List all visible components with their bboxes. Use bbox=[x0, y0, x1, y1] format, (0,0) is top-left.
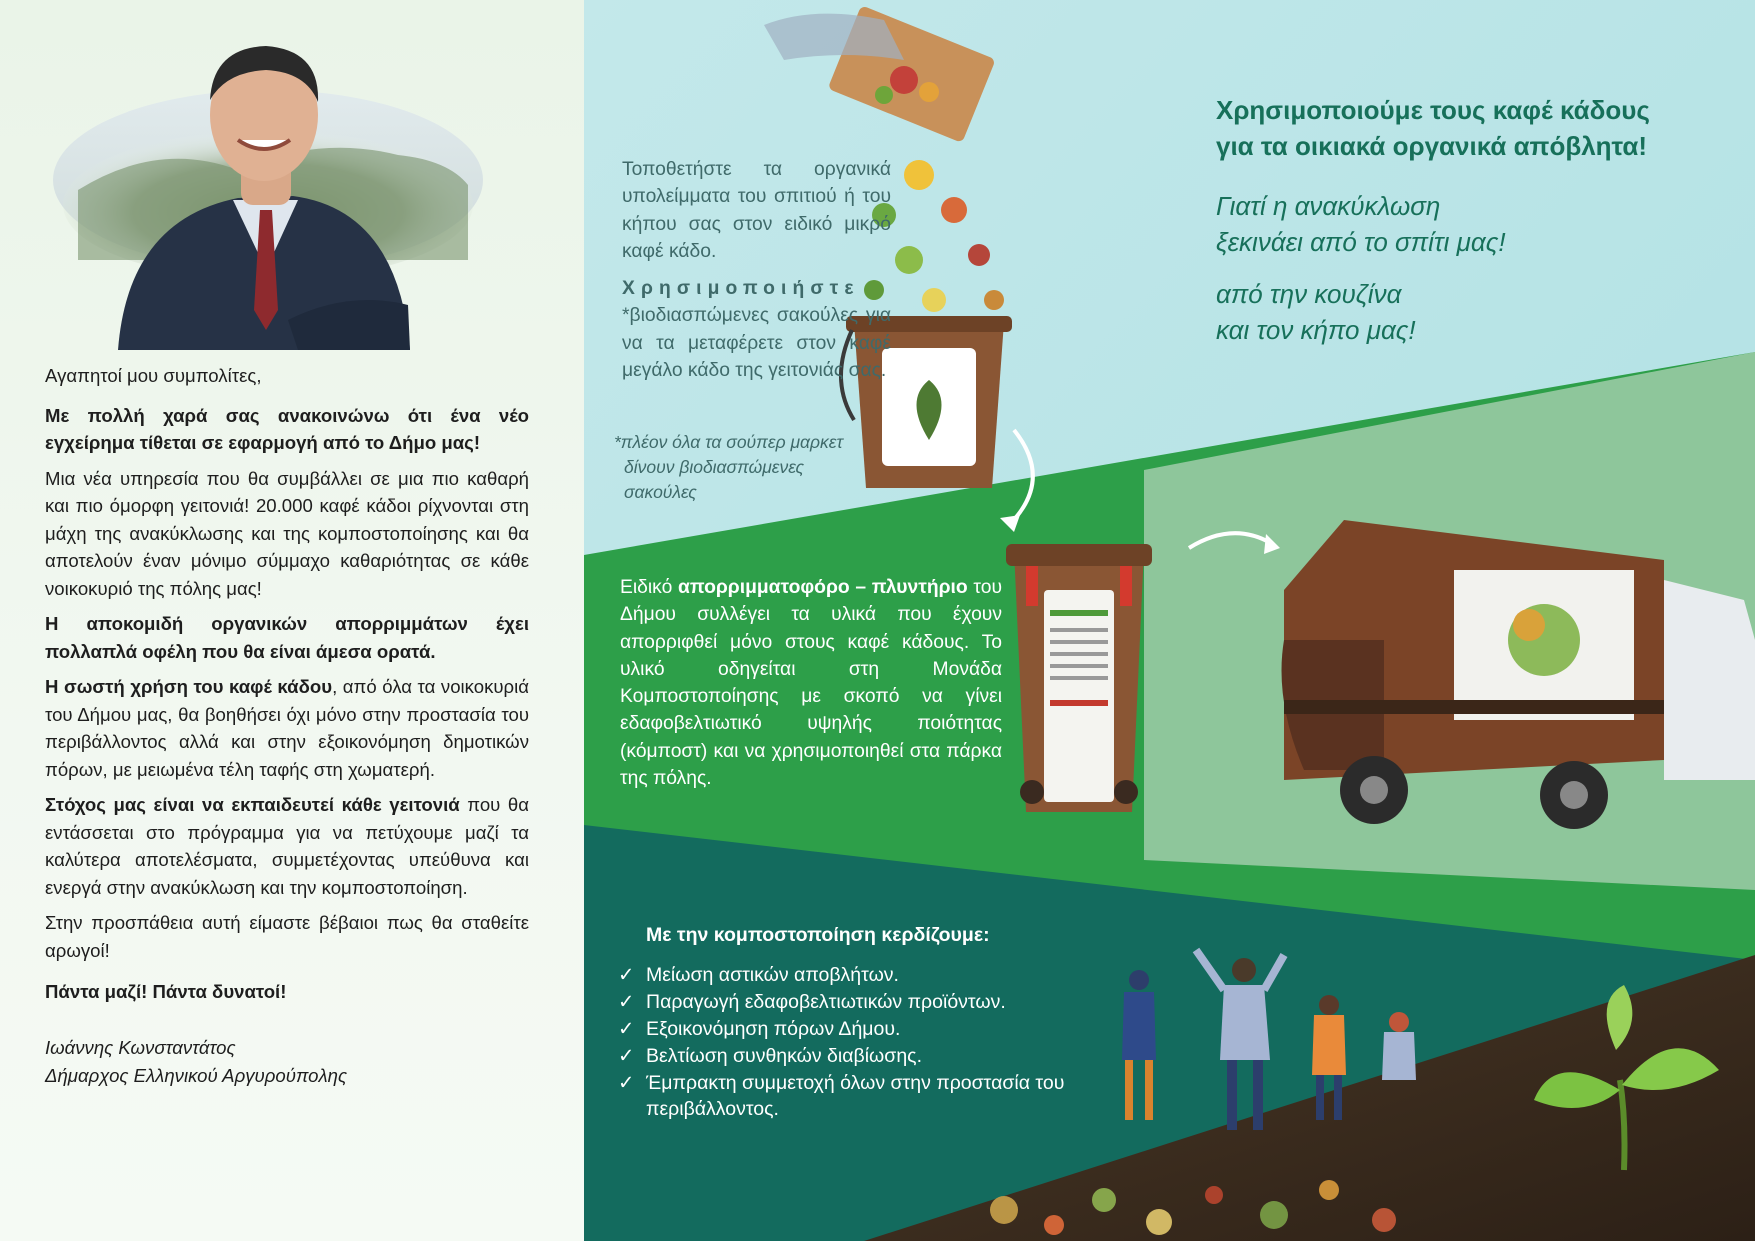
step-collection-truck bbox=[620, 574, 1002, 792]
signature-title: Δήμαρχος Ελληνικού Αργυρούπολης bbox=[45, 1064, 348, 1086]
headline-line: για τα οικιακά οργανικά απόβλητα! bbox=[1216, 131, 1648, 161]
slogan-line: από την κουζίνα bbox=[1216, 279, 1402, 309]
letter-paragraph bbox=[45, 673, 529, 783]
letter-paragraph: Μια νέα υπηρεσία που θα συμβάλλει σε μια πιο καθαρή και πιο όμορφη γειτονιά! 20.000 καφέ κάδοι ρίχνονται στη μάχη της ανακύκλωσης και της κομποστοποίησης και θα αποτελούν έναν μόνιμο σύμμαχο καθαριότητας σε κάθε νοικοκυριό της πόλης μας! bbox=[45, 467, 529, 599]
letter-greeting: Αγαπητοί μου συμπολίτες, bbox=[45, 365, 262, 386]
check-icon: ✓ bbox=[618, 1045, 635, 1067]
mayor-portrait bbox=[38, 20, 488, 350]
slogan-line: Γιατί η ανακύκλωση bbox=[1216, 191, 1441, 221]
benefits-list bbox=[618, 962, 1078, 1123]
step-text bbox=[622, 275, 891, 384]
step-text: Ειδικό bbox=[620, 577, 679, 598]
headline-line: Χρησιμοποιούμε τους καφέ κάδους bbox=[1216, 95, 1650, 125]
list-item: ✓ Βελτίωση συνθηκών διαβίωσης. bbox=[618, 1045, 922, 1067]
letter-benefits-note: Η αποκομιδή οργανικών απορριμμάτων έχει πολλαπλά οφέλη που θα είναι άμεσα ορατά. bbox=[45, 613, 529, 662]
footnote-line: *πλέον όλα τα σούπερ μαρκετ bbox=[614, 432, 844, 452]
letter-paragraph bbox=[45, 791, 529, 901]
step-emphasis: απορριμματοφόρο – πλυντήριο bbox=[678, 577, 968, 598]
step-small-bin bbox=[622, 156, 891, 394]
check-icon: ✓ bbox=[618, 991, 635, 1013]
letter-closing: Πάντα μαζί! Πάντα δυνατοί! bbox=[45, 981, 287, 1002]
slogan-kitchen bbox=[1216, 276, 1736, 348]
signature-name: Ιωάννης Κωνσταντάτος bbox=[45, 1036, 236, 1058]
footnote-line: δίνουν βιοδιασπώμενες bbox=[624, 457, 804, 477]
check-icon: ✓ bbox=[618, 1072, 635, 1094]
letter-text: , από όλα τα νοικοκυριά του Δήμου μας, θα βοηθήσει όχι μόνο στην προστασία του περιβάλλοντος αλλά και στην εξοικονόμηση δημοτικών πόρων, με μειωμένα τέλη ταφής στη χωματερή. bbox=[45, 676, 530, 780]
letter-emphasis: Η σωστή χρήση του καφέ κάδου bbox=[45, 676, 333, 697]
check-icon: ✓ bbox=[618, 964, 635, 986]
info-panel bbox=[584, 0, 1755, 1241]
large-brown-bin bbox=[1006, 544, 1152, 812]
list-item: ✓ Παραγωγή εδαφοβελτιωτικών προϊόντων. bbox=[618, 991, 1006, 1013]
slogan-line: ξεκινάει από το σπίτι μας! bbox=[1216, 227, 1506, 257]
letter-intro: Με πολλή χαρά σας ανακοινώνω ότι ένα νέο εγχείρημα τίθεται σε εφαρμογή από το Δήμο μας! bbox=[45, 404, 529, 453]
letter-text: που θα εντάσσεται στο πρόγραμμα για να πετύχουμε μαζί τα καλύτερα αποτελέσματα, συμμετέχοντας υπεύθυνα και ενεργά στην ανακύκλωση και την κομποστοποίηση. bbox=[45, 794, 529, 898]
step-text: Τοποθετήστε τα οργανικά υπολείμματα του σπιτιού ή του κήπου σας στον ειδικό μικρό καφέ κάδο. bbox=[622, 159, 891, 262]
check-icon: ✓ bbox=[618, 1018, 635, 1040]
step-text: του Δήμου συλλέγει τα υλικά που έχουν απορριφθεί μόνο στους καφέ κάδους. Το υλικό οδηγείται στη Μονάδα Κομποστοποίησης με σκοπό να γίνει εδαφοβελτιωτικό υψηλής ποιότητας (κόμποστ) και να χρησιμοποιηθεί στα πάρκα της πόλης. bbox=[620, 577, 1002, 790]
slogan-recycling bbox=[1216, 188, 1736, 260]
list-item: ✓ Έμπρακτη συμμετοχή όλων στην προστασία του περιβάλλοντος. bbox=[618, 1072, 1065, 1120]
benefits-title: Με την κομποστοποίηση κερδίζουμε: bbox=[646, 924, 990, 946]
letter-paragraph: Στην προσπάθεια αυτή είμαστε βέβαιοι πως θα σταθείτε αρωγοί! bbox=[45, 912, 529, 961]
signature-block bbox=[45, 1034, 529, 1090]
slogan-line: και τον κήπο μας! bbox=[1216, 315, 1416, 345]
letter-emphasis: Στόχος μας είναι να εκπαιδευτεί κάθε γειτονιά bbox=[45, 794, 460, 815]
main-headline bbox=[1216, 92, 1736, 164]
mayor-letter-panel bbox=[0, 0, 584, 1241]
step-emphasis: Χρησιμοποιήστε bbox=[622, 278, 860, 300]
list-item: ✓ Μείωση αστικών αποβλήτων. bbox=[618, 964, 899, 986]
bags-footnote bbox=[614, 430, 874, 505]
footnote-line: σακούλες bbox=[624, 482, 697, 502]
step-text-rest: *βιοδιασπώμενες σακούλες για να τα μεταφέρετε στον καφέ μεγάλο κάδο της γειτονιάς σας. bbox=[622, 305, 891, 382]
list-item: ✓ Εξοικονόμηση πόρων Δήμου. bbox=[618, 1018, 901, 1040]
